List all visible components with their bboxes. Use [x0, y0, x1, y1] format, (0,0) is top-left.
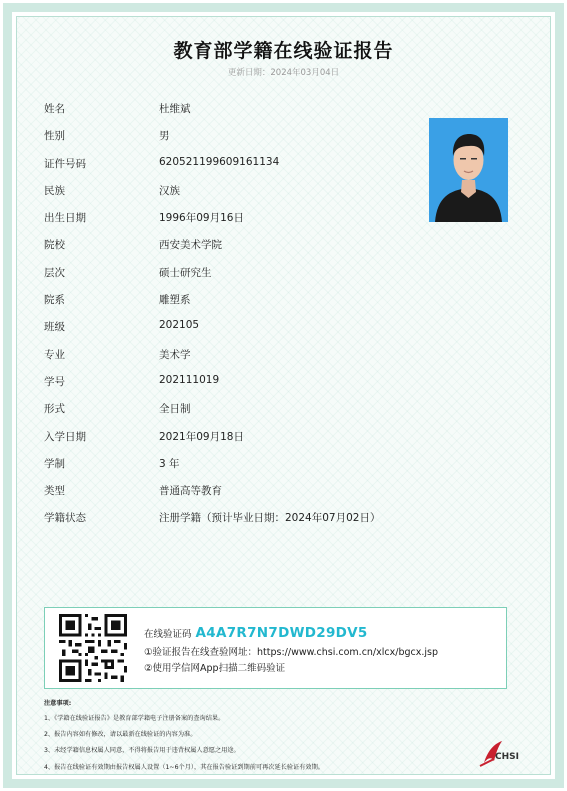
report-title: 教育部学籍在线验证报告	[173, 40, 394, 62]
chsi-logo-text: CHSI	[495, 752, 519, 762]
field-value-student-id: 202111019	[159, 373, 220, 386]
field-label-gender: 性别	[44, 130, 65, 143]
update-date: 更新日期：2024年03月04日	[227, 68, 340, 78]
verification-panel	[44, 607, 507, 689]
field-value-status: 注册学籍（预计毕业日期：2024年07月02日）	[159, 512, 381, 525]
notes-section	[44, 698, 324, 778]
field-value-major: 美术学	[159, 348, 191, 361]
field-label-department: 院系	[44, 294, 65, 307]
field-value-type: 普通高等教育	[159, 485, 222, 498]
note-item: 4、报告在线验证有效期由报告权属人设置（1~6个月），其在报告验证到期前可再次延长验证有效期。	[44, 763, 324, 771]
field-value-name: 杜维斌	[159, 103, 191, 115]
field-value-gender: 男	[159, 130, 170, 143]
field-label-name: 姓名	[44, 103, 65, 115]
verification-code: A4A7R7N7DWD29DV5	[195, 625, 368, 641]
field-label-type: 类型	[44, 485, 65, 498]
field-label-ethnicity: 民族	[44, 184, 65, 197]
field-value-birth-date: 1996年09月16日	[159, 212, 244, 225]
field-label-status: 学籍状态	[44, 512, 86, 525]
field-label-duration: 学制	[44, 457, 65, 470]
field-label-student-id: 学号	[44, 375, 65, 388]
verification-app-text: ②使用学信网App扫描二维码验证	[144, 663, 286, 674]
field-label-study-form: 形式	[44, 403, 65, 416]
field-label-enrollment-date: 入学日期	[44, 430, 86, 443]
field-label-birth-date: 出生日期	[44, 212, 86, 225]
field-label-id-number: 证件号码	[44, 157, 86, 170]
field-value-level: 硕士研究生	[159, 266, 212, 279]
field-value-department: 雕塑系	[159, 294, 191, 307]
student-photo	[429, 118, 508, 222]
qr-code-icon[interactable]	[59, 614, 127, 682]
field-value-school: 西安美术学院	[159, 239, 222, 252]
field-label-major: 专业	[44, 348, 65, 361]
field-value-id-number: 620521199609161134	[159, 155, 280, 168]
verification-code-line	[144, 625, 368, 641]
field-label-class: 班级	[44, 321, 65, 334]
field-label-school: 院校	[44, 239, 65, 252]
field-value-duration: 3 年	[159, 457, 180, 470]
field-value-class: 202105	[159, 319, 200, 332]
field-value-enrollment-date: 2021年09月18日	[159, 430, 244, 443]
verification-url-text: ①验证报告在线查验网址：https://www.chsi.com.cn/xlcx/bgcx.jsp	[144, 647, 438, 658]
field-label-level: 层次	[44, 266, 65, 279]
note-item: 1、《学籍在线验证报告》是教育部学籍电子注册备案的查询结果。	[44, 715, 225, 722]
verification-code-label: 在线验证码	[144, 629, 192, 640]
notes-title: 注意事项:	[44, 700, 72, 707]
note-item: 3、未经学籍信息权属人同意，不得将报告用于违背权属人意愿之用途。	[44, 747, 240, 755]
field-value-study-form: 全日制	[159, 403, 191, 416]
field-value-ethnicity: 汉族	[159, 184, 180, 197]
person-portrait-icon	[429, 118, 508, 222]
note-item: 2、报告内容如有修改，请以最新在线验证的内容为准。	[44, 731, 197, 739]
